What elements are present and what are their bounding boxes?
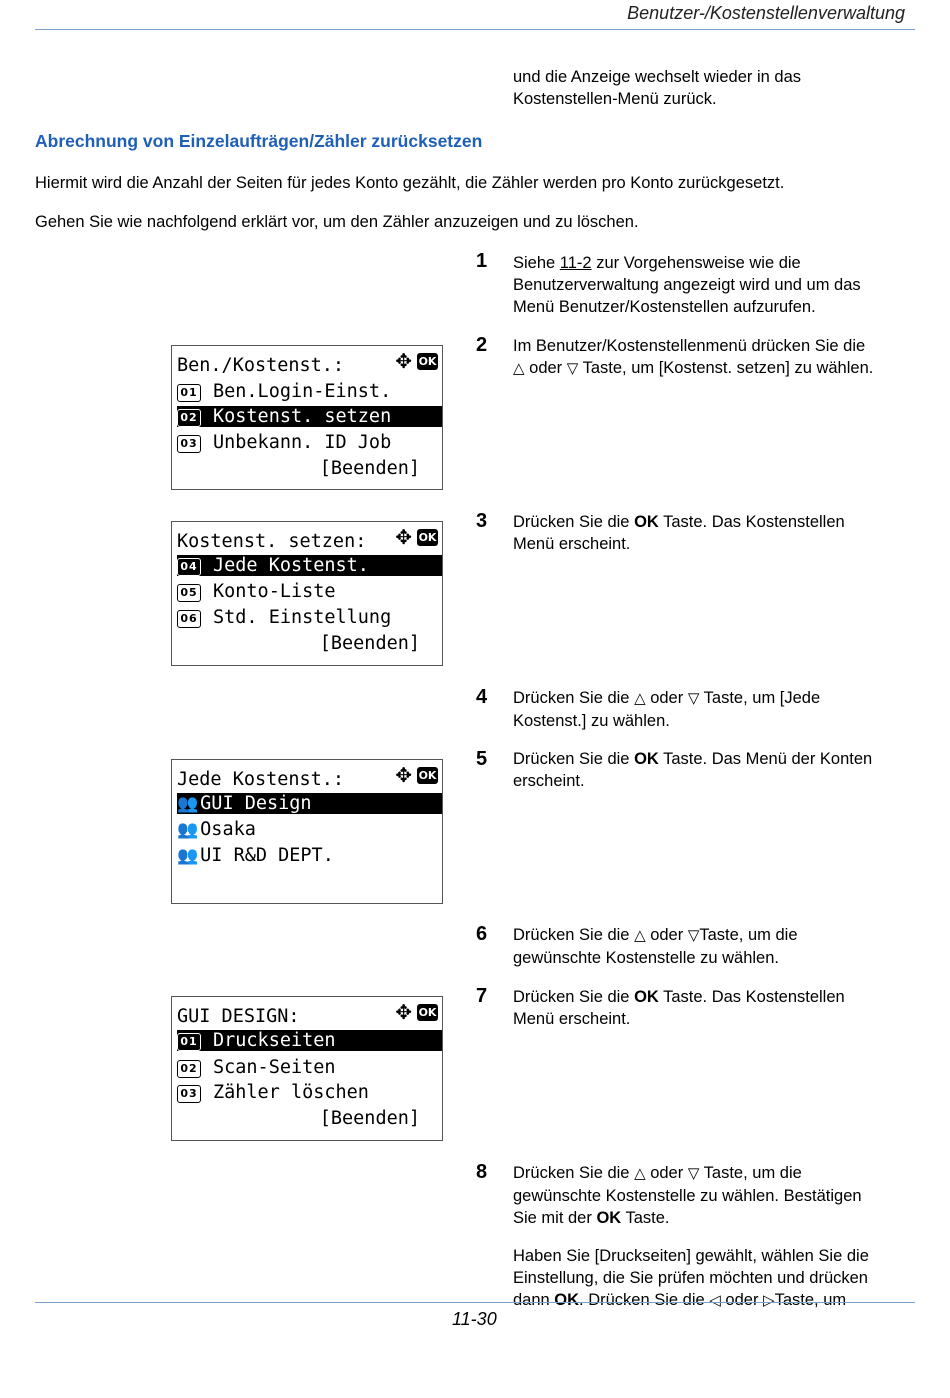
lcd-account-item-selected[interactable]: 👥 GUI Design xyxy=(177,793,442,814)
lcd-menu-item[interactable]: 03 Zähler löschen xyxy=(177,1082,442,1103)
section-heading: Abrechnung von Einzelaufträgen/Zähler zurücksetzen xyxy=(35,131,483,151)
up-triangle-icon: △ xyxy=(634,690,646,707)
four-way-arrow-icon: ✥ xyxy=(395,525,412,549)
step-4-text: Drücken Sie die △ oder ▽ Taste, um [Jede Kostenst.] zu wählen. xyxy=(513,689,821,730)
step-3-text: Drücken Sie die OK Taste. Das Kostenstellen Menü erscheint. xyxy=(513,513,845,553)
step-number: 2 xyxy=(476,334,488,356)
lcd-screen-user-account-menu xyxy=(171,345,443,490)
step-1-text: Siehe 11-2 zur Vorgehensweise wie die Benutzerverwaltung angezeigt wird und um das Menü Benutzer/Kostenstellen aufzurufen. xyxy=(513,254,861,316)
lcd-menu-item[interactable]: 03 Unbekann. ID Job xyxy=(177,432,442,453)
lcd-exit-softkey[interactable]: [Beenden] xyxy=(319,1108,420,1129)
step-7-text: Drücken Sie die OK Taste. Das Kostenstellen Menü erscheint. xyxy=(513,988,845,1028)
lcd-menu-item[interactable]: 01 Ben.Login-Einst. xyxy=(177,381,442,402)
ok-key-icon: OK xyxy=(418,355,437,368)
step-number: 7 xyxy=(476,985,488,1007)
up-triangle-icon: △ xyxy=(634,927,646,944)
step-8-text: Drücken Sie die △ oder ▽ Taste, um die gewünschte Kostenstelle zu wählen. Bestätigen Sie mit der OK Taste. xyxy=(513,1164,862,1227)
section-paragraph-2: Gehen Sie wie nachfolgend erklärt vor, um den Zähler anzuzeigen und zu löschen. xyxy=(35,213,639,231)
footer-rule xyxy=(35,1302,915,1303)
running-header: Benutzer-/Kostenstellenverwaltung xyxy=(627,3,905,23)
left-triangle-icon: ◁ xyxy=(709,1292,721,1309)
lcd-screen-account-setting xyxy=(171,521,443,666)
lcd-title: Ben./Kostenst.: xyxy=(177,355,345,376)
down-triangle-icon: ▽ xyxy=(687,927,700,944)
lcd-menu-item-selected[interactable]: 04 Jede Kostenst. xyxy=(177,555,442,576)
lcd-title: Jede Kostenst.: xyxy=(177,769,345,790)
up-triangle-icon: △ xyxy=(634,1165,646,1182)
lcd-menu-item-selected[interactable]: 01 Druckseiten xyxy=(177,1030,442,1051)
step-8-extra-text: Haben Sie [Druckseiten] gewählt, wählen Sie die Einstellung, die Sie prüfen möchten und drücken dann OK. Drücken Sie die ◁ oder ▷Taste, um xyxy=(513,1247,869,1309)
section-paragraph-1: Hiermit wird die Anzahl der Seiten für jedes Konto gezählt, die Zähler werden pro Konto zurückgesetzt. xyxy=(35,174,785,192)
step-5-text: Drücken Sie die OK Taste. Das Menü der Konten erscheint. xyxy=(513,750,873,790)
up-triangle-icon: △ xyxy=(513,360,525,377)
group-icon: 👥 xyxy=(177,846,199,866)
four-way-arrow-icon: ✥ xyxy=(395,763,412,787)
group-icon: 👥 xyxy=(177,820,199,840)
ok-key-icon: OK xyxy=(418,1006,437,1019)
down-triangle-icon: ▽ xyxy=(687,1165,700,1182)
intro-continuation: und die Anzeige wechselt wieder in das Kostenstellen-Menü zurück. xyxy=(513,68,802,108)
step-number: 6 xyxy=(476,923,488,945)
group-icon: 👥 xyxy=(177,794,199,814)
lcd-title: GUI DESIGN: xyxy=(177,1006,300,1027)
step-number: 8 xyxy=(476,1161,488,1183)
lcd-screen-each-job-account xyxy=(171,759,443,904)
lcd-exit-softkey[interactable]: [Beenden] xyxy=(319,458,420,479)
lcd-account-item[interactable]: 👥 UI R&D DEPT. xyxy=(177,845,334,866)
header-rule xyxy=(35,29,915,30)
four-way-arrow-icon: ✥ xyxy=(395,1000,412,1024)
down-triangle-icon: ▽ xyxy=(566,360,579,377)
lcd-menu-item[interactable]: 05 Konto-Liste xyxy=(177,581,442,602)
ok-key-icon: OK xyxy=(418,769,437,782)
lcd-exit-softkey[interactable]: [Beenden] xyxy=(319,633,420,654)
step-6-text: Drücken Sie die △ oder ▽Taste, um die gewünschte Kostenstelle zu wählen. xyxy=(513,926,798,967)
step-number: 1 xyxy=(476,250,488,272)
lcd-menu-item-selected[interactable]: 02 Kostenst. setzen xyxy=(177,406,442,427)
lcd-title: Kostenst. setzen: xyxy=(177,531,367,552)
page-reference-link[interactable]: 11-2 xyxy=(559,254,592,272)
lcd-account-item[interactable]: 👥 Osaka xyxy=(177,819,256,840)
lcd-menu-item[interactable]: 02 Scan-Seiten xyxy=(177,1057,442,1078)
ok-key-icon: OK xyxy=(418,531,437,544)
step-number: 5 xyxy=(476,748,488,770)
step-number: 3 xyxy=(476,510,488,532)
step-number: 4 xyxy=(476,686,488,708)
step-2-text: Im Benutzer/Kostenstellenmenü drücken Sie die △ oder ▽ Taste, um [Kostenst. setzen] zu wählen. xyxy=(513,337,874,377)
four-way-arrow-icon: ✥ xyxy=(395,349,412,373)
down-triangle-icon: ▽ xyxy=(687,690,700,707)
lcd-screen-account-detail xyxy=(171,996,443,1141)
right-triangle-icon: ▷ xyxy=(763,1292,775,1309)
lcd-menu-item[interactable]: 06 Std. Einstellung xyxy=(177,607,442,628)
page-number: 11-30 xyxy=(452,1309,497,1329)
